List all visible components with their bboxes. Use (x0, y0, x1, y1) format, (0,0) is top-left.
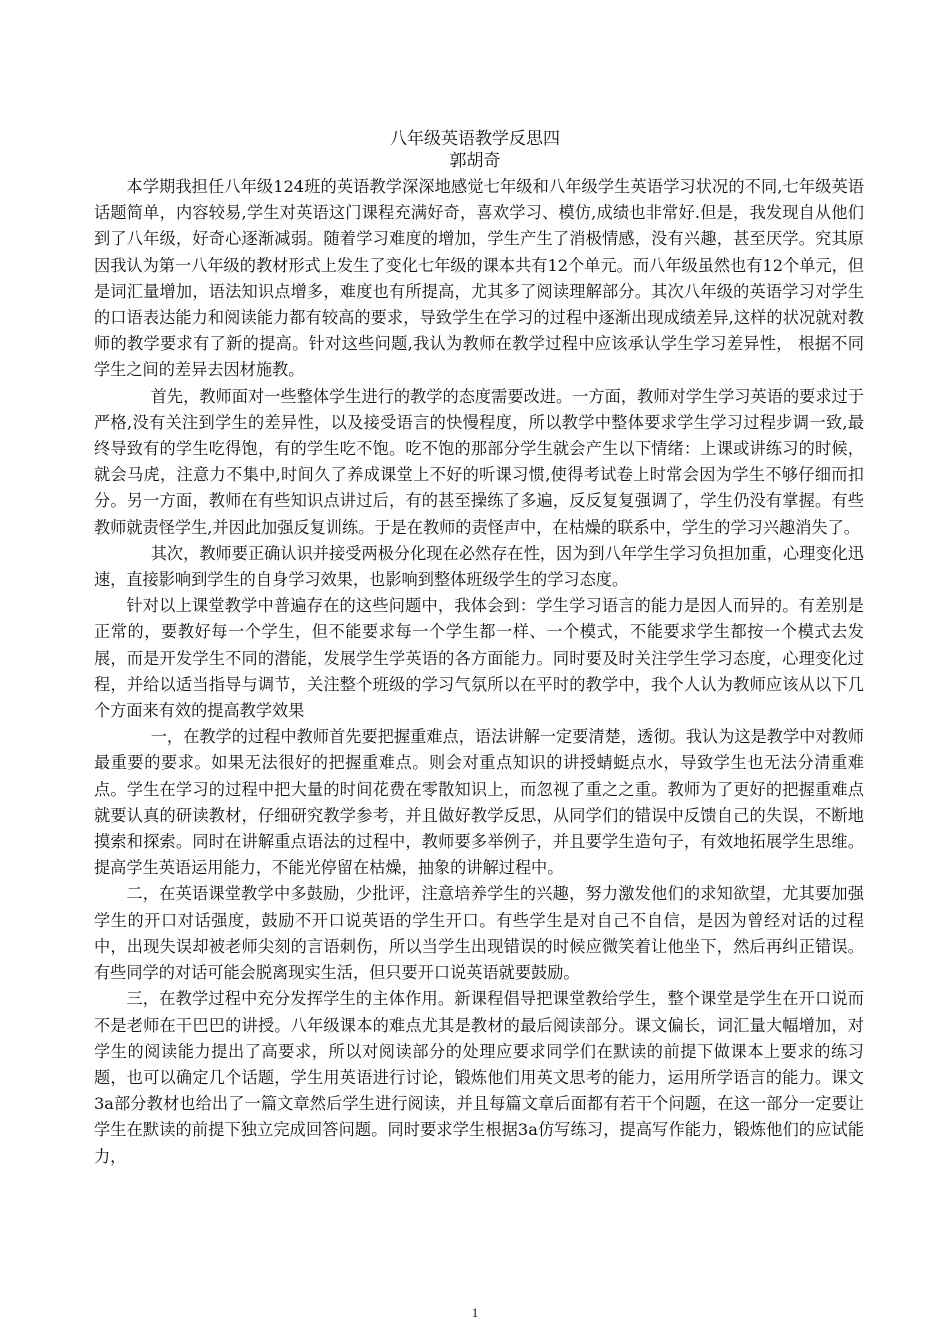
document-title: 八年级英语教学反思四 (390, 129, 560, 149)
document-body (94, 174, 864, 1170)
paragraph-intro: 本学期我担任八年级124班的英语教学深深地感觉七年级和八年级学生英语学习状况的不同,七年级英语话题简单，内容较易,学生对英语这门课程充满好奇，喜欢学习、模仿,成绩也非常好.但是，我发现自从他们到了八年级，好奇心逐渐减弱。随着学习难度的增加，学生产生了消极情感，没有兴趣，甚至厌学。究其原因我认为第一八年级的教材形式上发生了变化七年级的课本共有12个单元。而八年级虽然也有12个单元，但是词汇量增加，语法知识点增多，难度也有所提高，尤其多了阅读理解部分。其次八年级的英语学习对学生的口语表达能力和阅读能力都有较高的要求，导致学生在学习的过程中逐渐出现成绩差异,这样的状况就对教师的教学要求有了新的提高。针对这些问题,我认为教师在教学过程中应该承认学生学习差异性， 根据不同学生之间的差异去因材施教。 (94, 177, 864, 380)
paragraph-point-one: 一，在教学的过程中教师首先要把握重难点，语法讲解一定要清楚，透彻。我认为这是教学中对教师最重要的要求。如果无法很好的把握重难点。则会对重点知识的讲授蜻蜓点水，导致学生也无法分清重难点。学生在学习的过程中把大量的时间花费在零散知识上，而忽视了重之之重。教师为了更好的把握重难点就要认真的研读教材，仔细研究教学参考，并且做好教学反思，从同学们的错误中反馈自己的失误，不断地摸索和探索。同时在讲解重点语法的过程中，教师要多举例子，并且要学生造句子，有效地拓展学生思维。提高学生英语运用能力，不能光停留在枯燥，抽象的讲解过程中。 (94, 727, 864, 878)
paragraph-second: 其次，教师要正确认识并接受两极分化现在必然存在性，因为到八年学生学习负担加重，心理变化迅速，直接影响到学生的自身学习效果，也影响到整体班级学生的学习态度。 (94, 543, 864, 590)
paragraph-reflection: 针对以上课堂教学中普遍存在的这些问题中，我体会到：学生学习语言的能力是因人而异的。有差别是正常的，要教好每一个学生，但不能要求每一个学生都一样、一个模式，不能要求学生都按一个模式去发展，而是开发学生不同的潜能，发展学生学英语的各方面能力。同时要及时关注学生学习态度，心理变化过程，并给以适当指导与调节，关注整个班级的学习气氛所以在平时的教学中，我个人认为教师应该从以下几个方面来有效的提高教学效果 (94, 596, 864, 721)
page-number: 1 (471, 1305, 479, 1320)
paragraph-first: 首先，教师面对一些整体学生进行的教学的态度需要改进。一方面，教师对学生学习英语的要求过于严格,没有关注到学生的差异性，以及接受语言的快慢程度，所以教学中整体要求学生学习过程步调一致,最终导致有的学生吃得饱，有的学生吃不饱。吃不饱的那部分学生就会产生以下情绪：上课或讲练习的时候，就会马虎，注意力不集中,时间久了养成课堂上不好的听课习惯,使得考试卷上时常会因为学生不够仔细而扣分。另一方面，教师在有些知识点讲过后，有的甚至操练了多遍，反反复复强调了，学生仍没有掌握。有些教师就责怪学生,并因此加强反复训练。于是在教师的责怪声中，在枯燥的联系中，学生的学习兴趣消失了。 (94, 386, 864, 537)
paragraph-point-two: 二，在英语课堂教学中多鼓励，少批评，注意培养学生的兴趣，努力激发他们的求知欲望，尤其要加强学生的开口对话强度，鼓励不开口说英语的学生开口。有些学生是对自己不自信，是因为曾经对话的过程中，出现失误却被老师尖刻的言语刺伤，所以当学生出现错误的时候应微笑着让他坐下，然后再纠正错误。有些同学的对话可能会脱离现实生活，但只要开口说英语就要鼓励。 (94, 884, 864, 983)
author-name: 郭胡奇 (449, 151, 501, 171)
paragraph-point-three: 三，在教学过程中充分发挥学生的主体作用。新课程倡导把课堂教给学生，整个课堂是学生在开口说而不是老师在干巴巴的讲授。八年级课本的难点尤其是教材的最后阅读部分。课文偏长，词汇量大幅增加，对学生的阅读能力提出了高要求，所以对阅读部分的处理应要求同学们在默读的前提下做课本上要求的练习题，也可以确定几个话题，学生用英语进行讨论，锻炼他们用英文思考的能力，运用所学语言的能力。课文3a部分教材也给出了一篇文章然后学生进行阅读，并且每篇文章后面都有若干个问题，在这一部分一定要让学生在默读的前提下独立完成回答问题。同时要求学生根据3a仿写练习，提高写作能力，锻炼他们的应试能力， (94, 989, 864, 1166)
